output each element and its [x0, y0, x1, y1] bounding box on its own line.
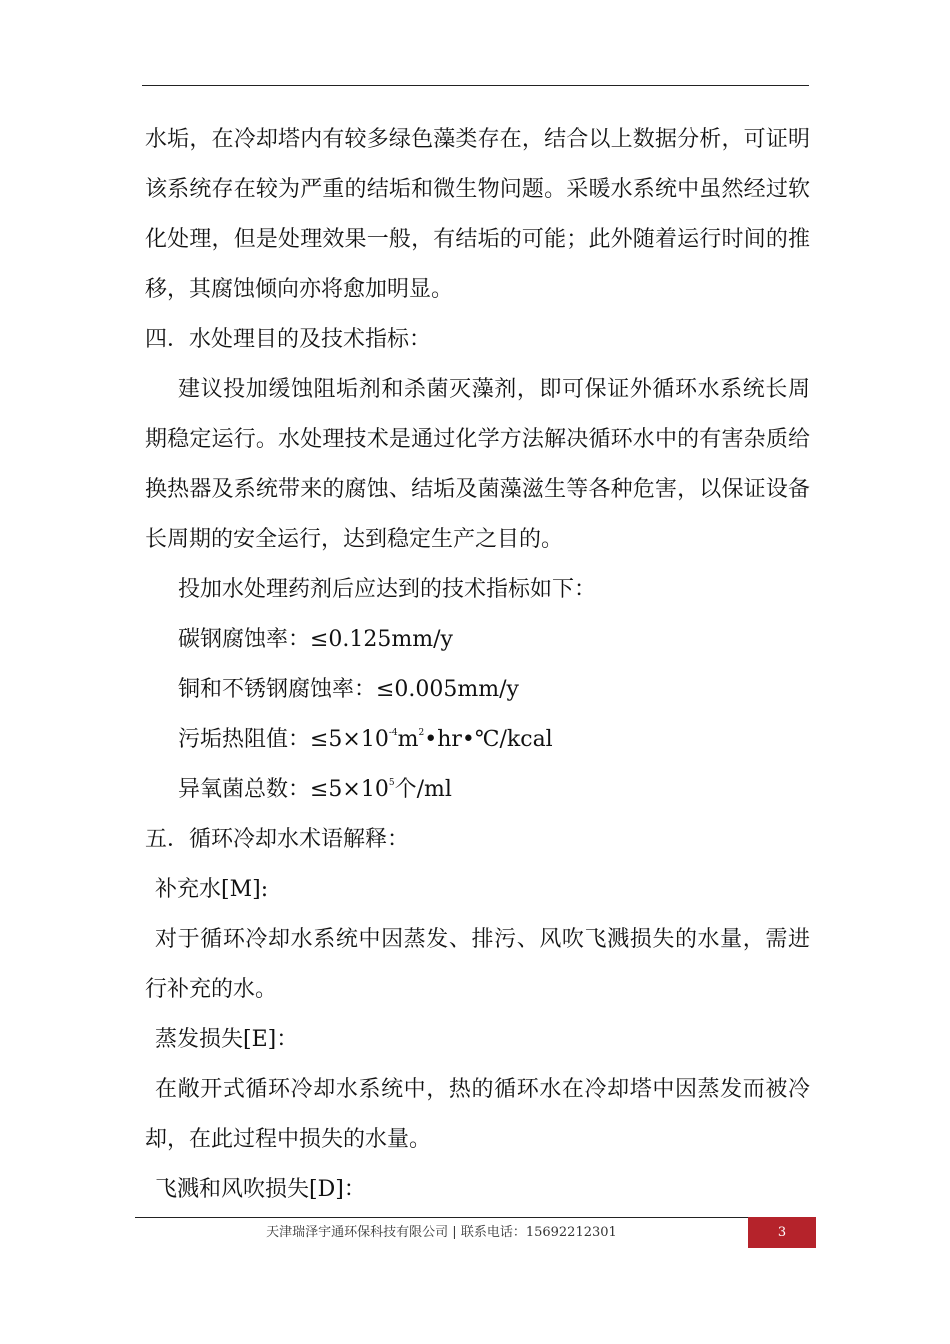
- unit-text: •hr•℃/kcal: [424, 727, 553, 752]
- paragraph-line: 期稳定运行。水处理技术是通过化学方法解决循环水中的有害杂质给: [145, 427, 810, 452]
- exponent: -4: [388, 728, 398, 738]
- page-number: 3: [748, 1217, 816, 1248]
- document-body: [145, 115, 810, 1215]
- indicator-bacteria-count: [145, 765, 810, 815]
- section-heading: 五．循环冷却水术语解释：: [145, 827, 410, 852]
- paragraph-line: 移，其腐蚀倾向亦将愈加明显。: [145, 277, 454, 302]
- exponent: 2: [418, 728, 425, 738]
- paragraph-line: 换热器及系统带来的腐蚀、结垢及菌藻滋生等各种危害，以保证设备: [145, 477, 810, 502]
- footer-company-contact: 天津瑞泽宇通环保科技有限公司 | 联系电话：15692212301: [266, 1225, 617, 1240]
- indicators-intro: 投加水处理药剂后应达到的技术指标如下：: [178, 577, 597, 602]
- paragraph-line: 行补充的水。: [145, 977, 278, 1002]
- paragraph-line: 却，在此过程中损失的水量。: [145, 1127, 432, 1152]
- term-title: 蒸发损失[E]：: [155, 1027, 299, 1052]
- paragraph-line: 对于循环冷却水系统中因蒸发、排污、风吹飞溅损失的水量，需进: [155, 927, 810, 952]
- paragraph-line: 该系统存在较为严重的结垢和微生物问题。采暖水系统中虽然经过软: [145, 177, 810, 202]
- indicator-text: 异氧菌总数：≤5×10: [178, 777, 389, 802]
- indicator-fouling-resistance: [145, 715, 810, 765]
- term-title: 补充水[M]:: [155, 877, 269, 902]
- unit-text: m: [397, 727, 419, 752]
- indicator-copper-stainless: 铜和不锈钢腐蚀率：≤0.005mm/y: [178, 677, 519, 702]
- term-title: 飞溅和风吹损失[D]：: [155, 1177, 366, 1202]
- paragraph-line: 化处理，但是处理效果一般，有结垢的可能；此外随着运行时间的推: [145, 227, 810, 252]
- paragraph-line: 水垢，在冷却塔内有较多绿色藻类存在，结合以上数据分析，可证明: [145, 127, 810, 152]
- exponent: 5: [388, 778, 395, 788]
- indicator-text: 污垢热阻值：≤5×10: [178, 727, 389, 752]
- section-heading: 四．水处理目的及技术指标：: [145, 327, 432, 352]
- footer-rule: [135, 1217, 815, 1218]
- paragraph-line: 长周期的安全运行，达到稳定生产之目的。: [145, 527, 564, 552]
- indicator-carbon-steel: 碳钢腐蚀率：≤0.125mm/y: [178, 627, 453, 652]
- header-rule: [142, 85, 809, 86]
- paragraph-line: 建议投加缓蚀阻垢剂和杀菌灭藻剂，即可保证外循环水系统长周: [178, 377, 810, 402]
- paragraph-line: 在敞开式循环冷却水系统中，热的循环水在冷却塔中因蒸发而被冷: [155, 1077, 810, 1102]
- unit-text: 个/ml: [394, 777, 452, 802]
